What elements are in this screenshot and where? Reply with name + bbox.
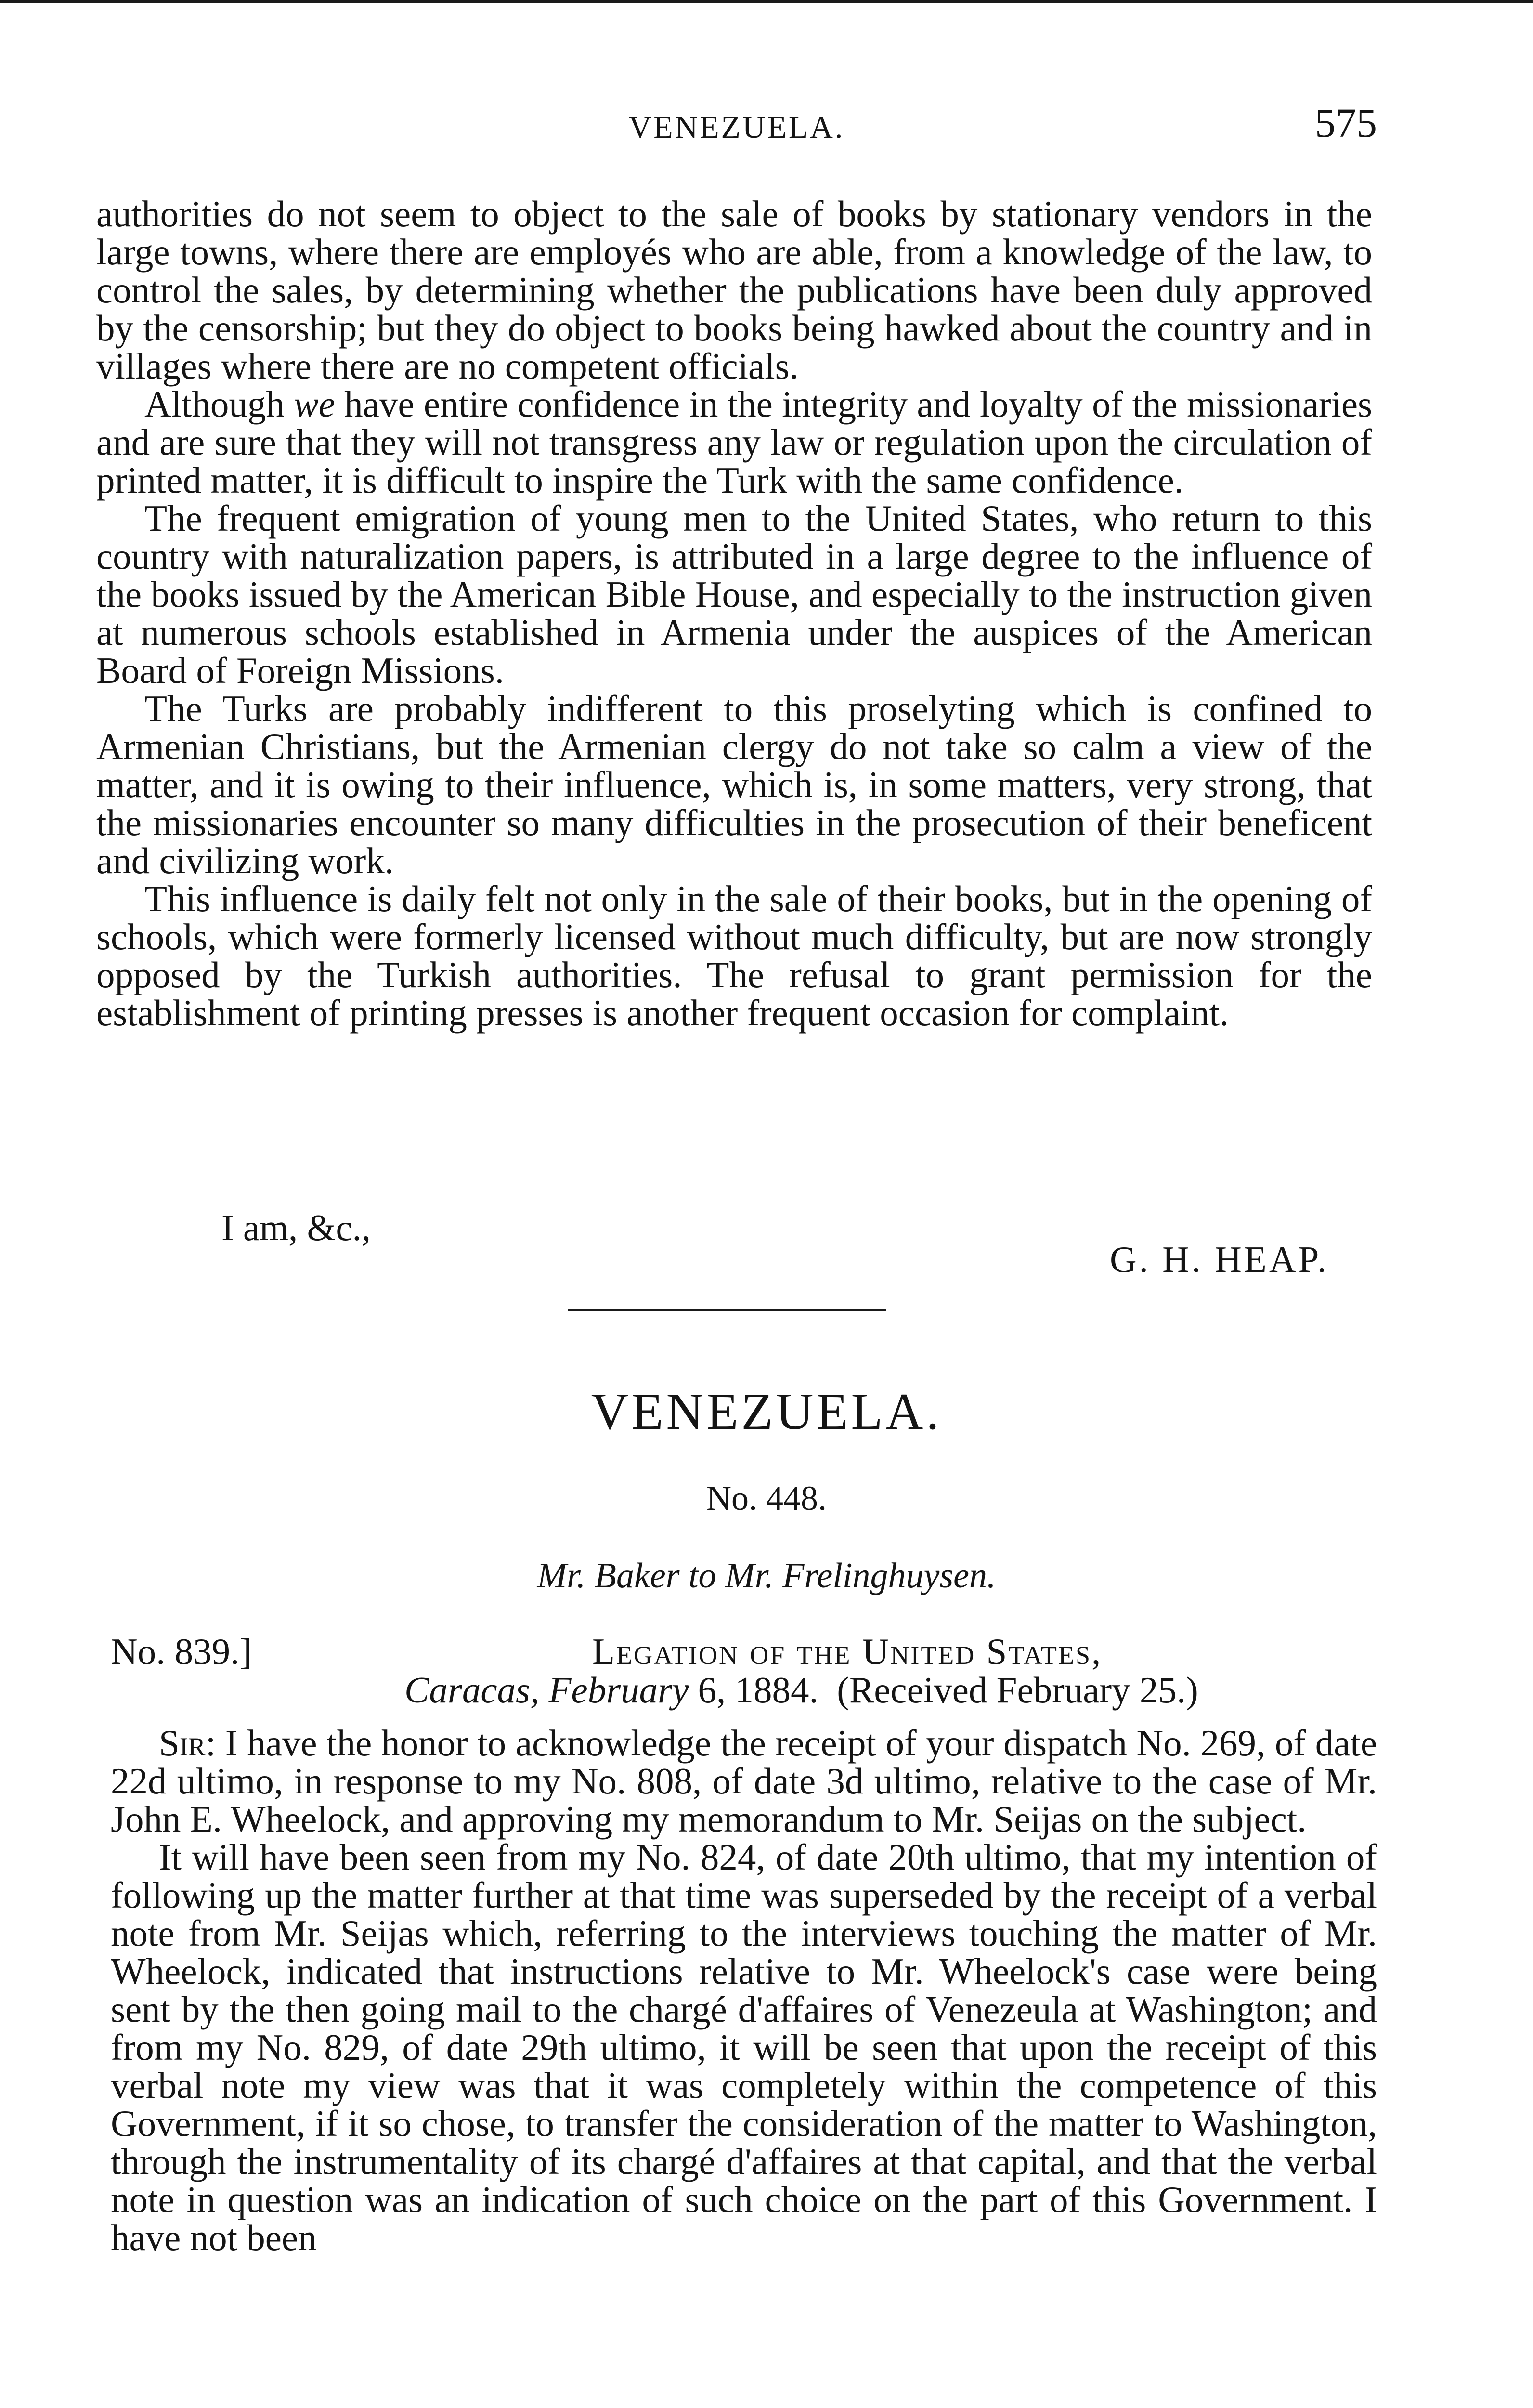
complimentary-close: I am, &c.,	[221, 1207, 371, 1248]
dispatch-reference: No. 839.]	[111, 1631, 252, 1672]
paragraph-text: Although	[144, 383, 294, 425]
salutation: Sir	[159, 1722, 206, 1764]
paragraph-text: : I have the honor to acknowledge the receipt of your dispatch No. 269, of date 22d ultimo, in response to my No. 808, of date 3d ultimo, relative to the case of Mr. John E. Wheelock, and approving my memorandum to Mr. Seijas on the subject.	[111, 1722, 1377, 1840]
paragraph: The frequent emigration of young men to the United States, who return to this country with naturalization papers, is attributed in a large degree to the influence of the books issued by the American Bible House, and especially to the instruction given at numerous schools established in Armenia under the auspices of the American Board of Foreign Missions.	[96, 497, 1372, 691]
place-name: Caracas,	[404, 1669, 540, 1711]
paragraph: It will have been seen from my No. 824, of date 20th ultimo, that my intention of following up the matter further at that time was superseded by the receipt of a verbal note from Mr. Seijas which, referring to the interviews touching the matter of Mr. Wheelock, indicated that instructions relative to Mr. Wheelock's case were being sent by the then going mail to the chargé d'affaires of Venezeula at Washington; and from my No. 829, of date 29th ultimo, it will be seen that upon the receipt of this verbal note my view was that it was completely within the competence of this Government, if it so chose, to transfer the consideration of the matter to Washington, through the instrumentality of its chargé d'affaires at that capital, and that the verbal note in question was an indication of such choice on the part of this Government. I have not been	[111, 1836, 1377, 2258]
paragraph	[111, 1724, 1377, 1838]
paragraph: The Turks are probably indifferent to this proselyting which is confined to Armenian Christians, but the Armenian clergy do not take so calm a view of the matter, and it is owing to their influence, which is, in some matters, very strong, that the missionaries encounter so many difficulties in the prosecution of their beneficent and civilizing work.	[96, 688, 1372, 881]
page-number: 575	[1315, 100, 1377, 146]
document-number: No. 448.	[706, 1479, 827, 1518]
document-subject: Mr. Baker to Mr. Frelinghuysen.	[537, 1556, 996, 1596]
section-title: VENEZUELA.	[591, 1383, 942, 1440]
signature: G. H. HEAP.	[1109, 1239, 1329, 1280]
running-header	[96, 99, 1377, 152]
date-month: February	[548, 1669, 689, 1711]
letter-heading	[111, 1630, 1377, 1712]
dateline	[404, 1669, 1198, 1712]
running-title: VENEZUELA.	[628, 110, 845, 145]
date-rest: 6, 1884.	[689, 1669, 818, 1711]
paragraph: authorities do not seem to object to the sale of books by stationary vendors in the large towns, where there are employés who are able, from a knowledge of the law, to control the sales, by determining whether the publications have been duly approved by the censorship; but they do object to books being hawked about the country and in villages where there are no competent officials.	[96, 193, 1372, 387]
section-divider	[568, 1309, 886, 1311]
letter-body	[111, 1724, 1377, 2257]
paragraph: This influence is daily felt not only in the sale of their books, but in the opening of schools, which were formerly licensed without much difficulty, but are now strongly opposed by the Turkish authorities. The refusal to grant permission for the establishment of printing presses is another frequent occasion for complaint.	[96, 878, 1372, 1034]
legation-name: Legation of the United States,	[592, 1631, 1103, 1672]
page-top-edge	[0, 0, 1533, 3]
emphasis-text: we	[294, 383, 335, 425]
previous-letter-body	[96, 195, 1372, 1032]
paragraph	[96, 385, 1372, 499]
received-note: (Received February 25.)	[837, 1669, 1198, 1711]
paragraph-text: have entire confidence in the integrity and loyalty of the missionaries and are sure that they will not transgress any law or regulation upon the circulation of printed matter, it is difficult to inspire the Turk with the same confidence.	[96, 383, 1372, 501]
letter-closing	[96, 1206, 1372, 1293]
